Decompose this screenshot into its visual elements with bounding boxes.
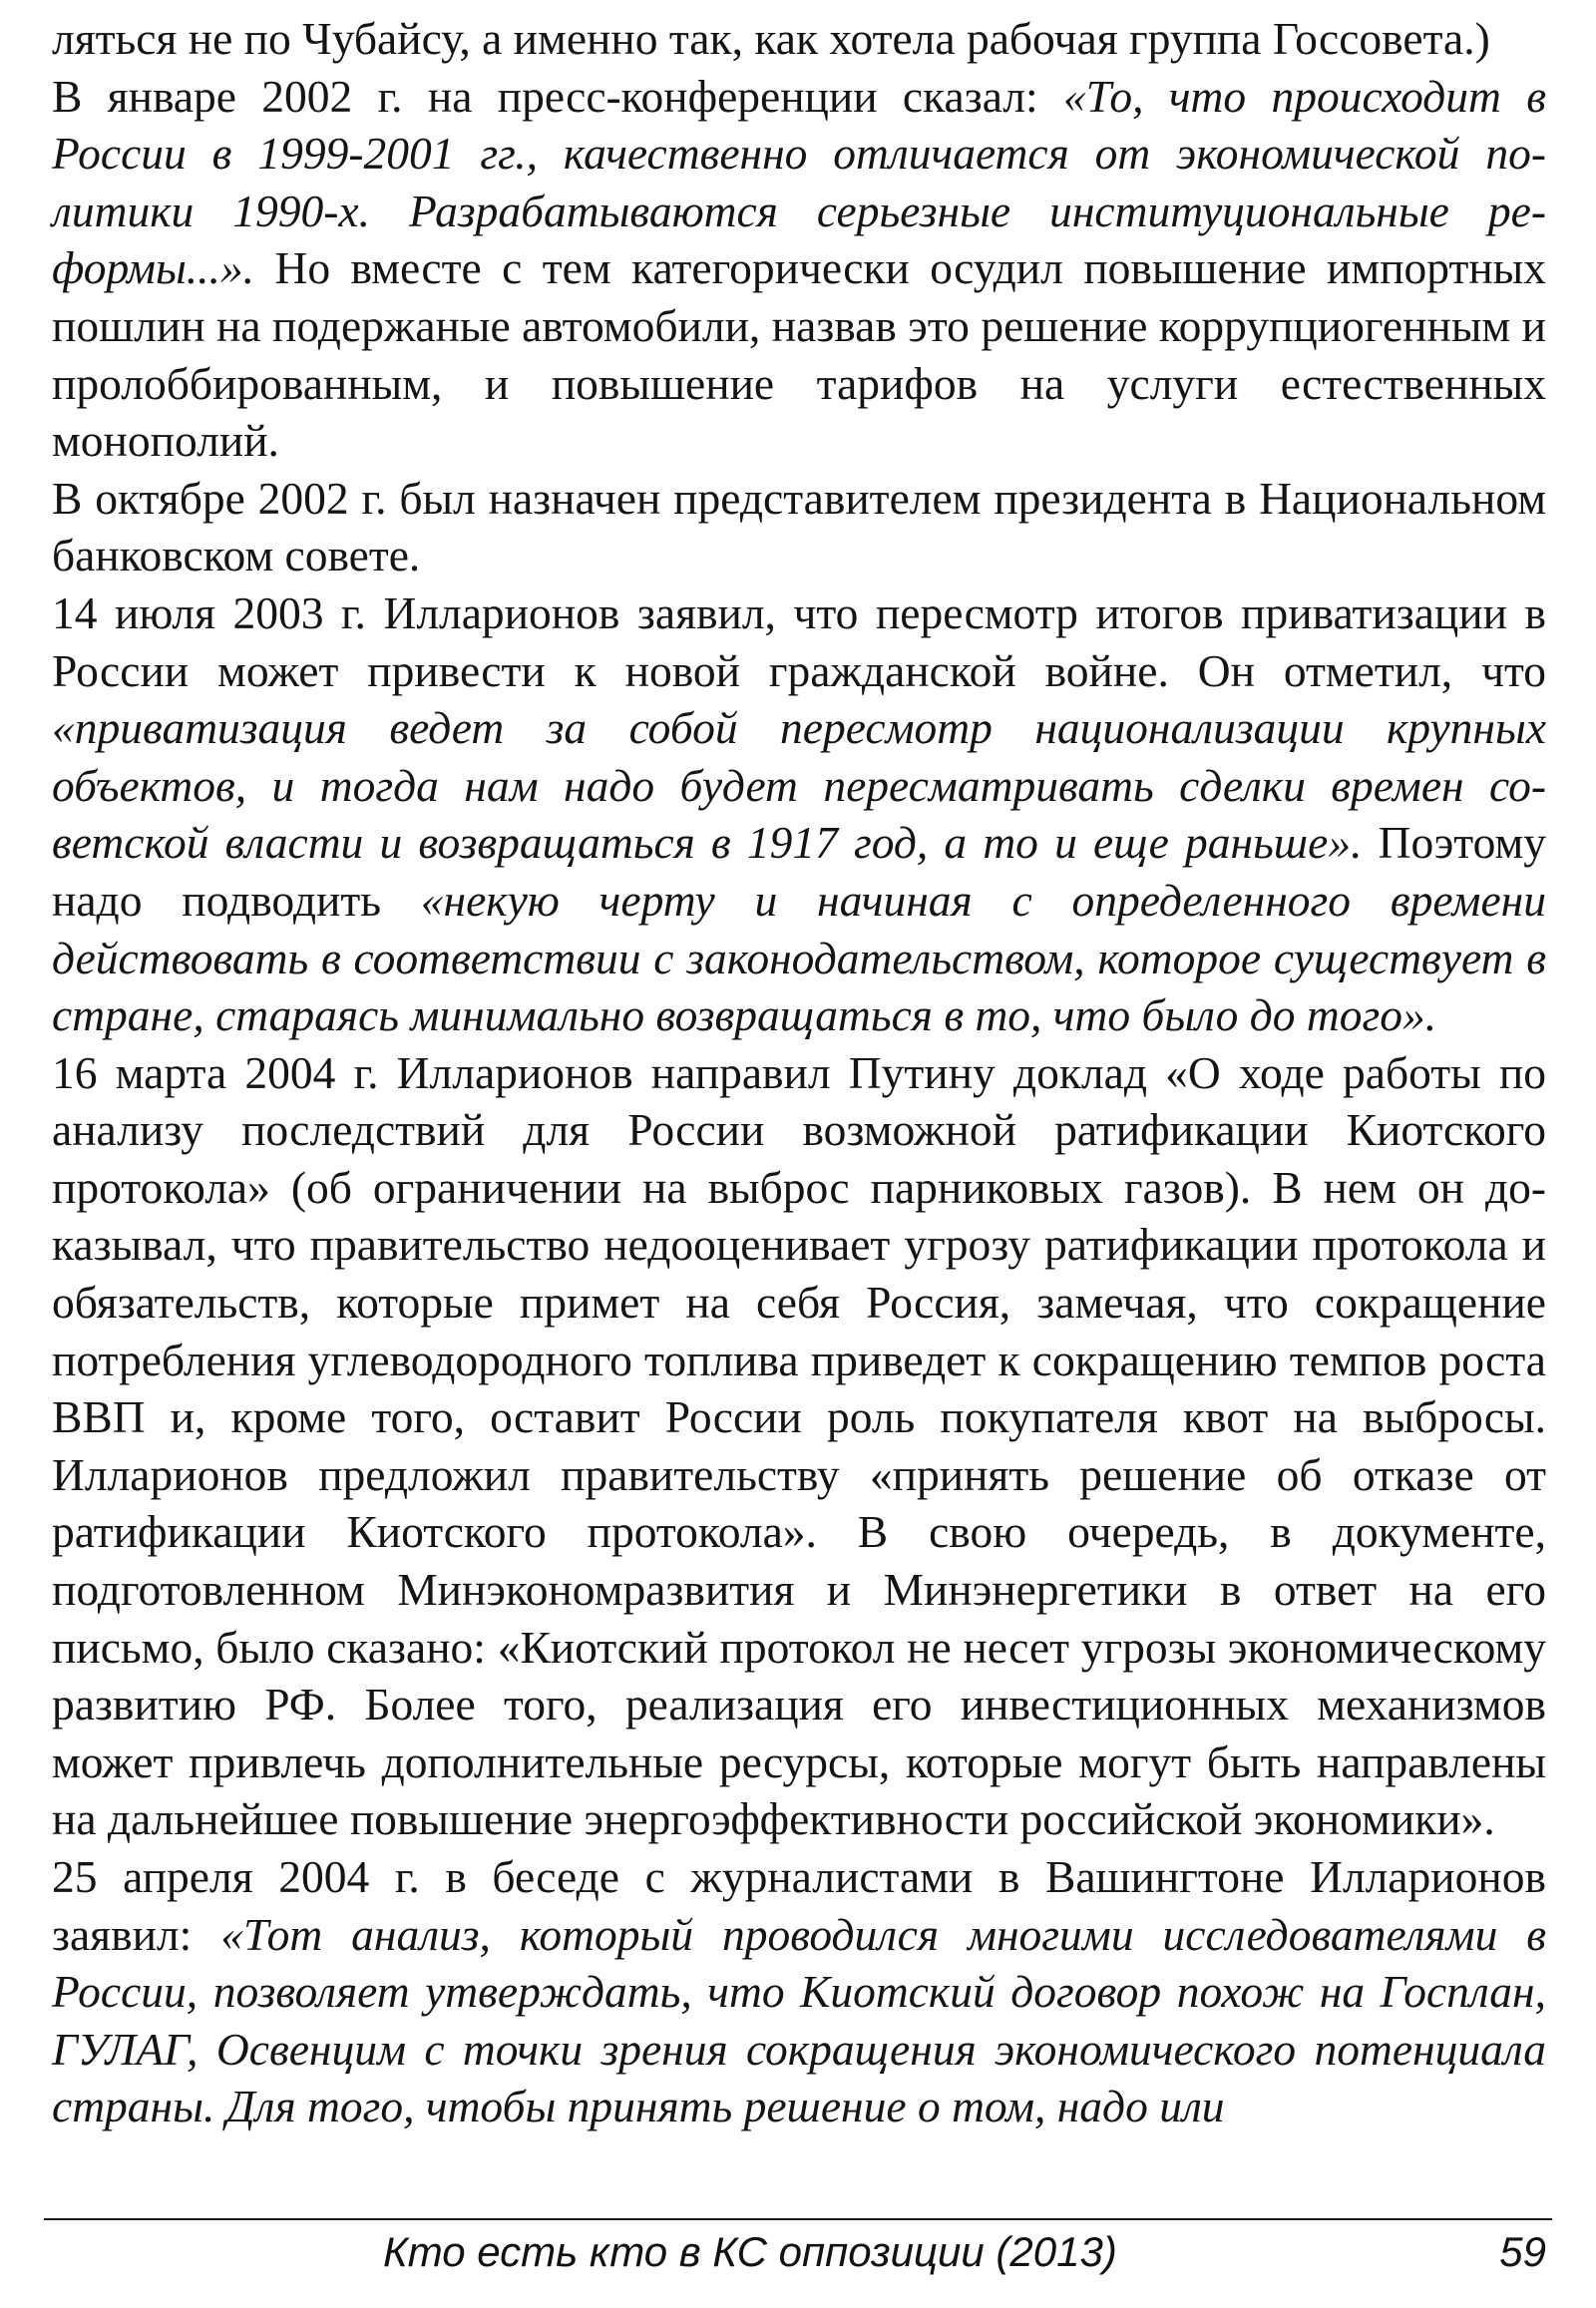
paragraph-text: 14 июля 2003 г. Илларионов заявил, что пересмотр итогов приватизации в России может привести к новой гражданской войне. Он отметил, что [52, 586, 1546, 696]
paragraph-text: Поэтому надо подводить [52, 817, 1547, 926]
paragraph-text: 16 марта 2004 г. Илларионов направил Путину доклад «О ходе работы по анализу последствий для России возможной ратификации Киотского протокола» (об ограничении на выброс парниковых газов). В нем он доказывал, что правительство недооценивает угрозу ратификации протокола и обязательств, которые примет на себя Россия, замечая, что сокращение потребления углеводородного топлива приведет к сокращению темпов роста ВВП и, кроме того, оставит России роль покупателя квот на выбросы. Илларионов предложил правительству «принять решение об отказе от ратификации Киотского протокола». В свою очередь, в документе, подготовленном Минэкономразвития и Минэнергетики в ответ на его письмо, было сказано: «Киотский протокол не несет угрозы экономическому развитию РФ. Более того, реализация его инвестиционных механизмов может привлечь дополнительные ресурсы, которые могут быть направлены на дальнейшее повышение энергоэффективности российской экономики». [52, 1046, 1546, 1845]
paragraph [52, 470, 1546, 584]
paragraph [52, 68, 1546, 470]
quote-text: «некую черту и начиная с определенного времени действовать в соответствии с законодательством, которое существует в стране, стараясь минимально возвращаться в то, что было до того». [52, 874, 1546, 1041]
paragraph-text: ляться не по Чубайсу, а именно так, как хотела рабочая группа Госсовета.) [52, 13, 1490, 64]
quote-text: «Тот анализ, который проводился многими исследователями в России, позволяет утверждать, что Киотский договор похож на Госплан, ГУЛАГ, Освенцим с точки зрения сокращения экономического потенциала страны. Для того, чтобы принять решение о том, надо или [52, 1908, 1546, 2132]
paragraph [52, 10, 1546, 68]
paragraph [52, 1044, 1546, 1848]
paragraph-text: В январе 2002 г. на пресс-конференции сказал: [52, 70, 1063, 122]
page-footer [44, 2228, 1552, 2288]
footer-title: Кто есть кто в КС оппозиции (2013) [383, 2228, 1117, 2275]
quote-text: «То, что происходит в России в 1999-2001 гг., качественно отличается от экономической политики 1990-х. Разрабатываются серьезные институциональные реформы...». [52, 70, 1546, 294]
body-text [52, 10, 1546, 2135]
quote-text: «приватизация ведет за собой пересмотр национализации крупных объектов, и тогда нам надо будет пересматривать сделки времен советской власти и возвращаться в 1917 год, а то и еще раньше». [52, 702, 1546, 869]
paragraph-text: 25 апреля 2004 г. в беседе с журналистами в Вашингтоне Илларионов заявил: [52, 1851, 1546, 1960]
paragraph [52, 584, 1546, 1044]
paragraph-text: В октябре 2002 г. был назначен представителем президента в Национальном банковском совете. [52, 472, 1546, 581]
footer-rule [44, 2218, 1552, 2220]
page-number: 59 [1499, 2228, 1546, 2275]
paragraph [52, 1848, 1546, 2135]
paragraph-text: Но вместе с тем категорически осудил повышение импортных пошлин на подержаные автомобили, назвав это решение коррупциогенным и пролоббированным, и повышение тарифов на услуги естественных монополий. [52, 242, 1546, 467]
